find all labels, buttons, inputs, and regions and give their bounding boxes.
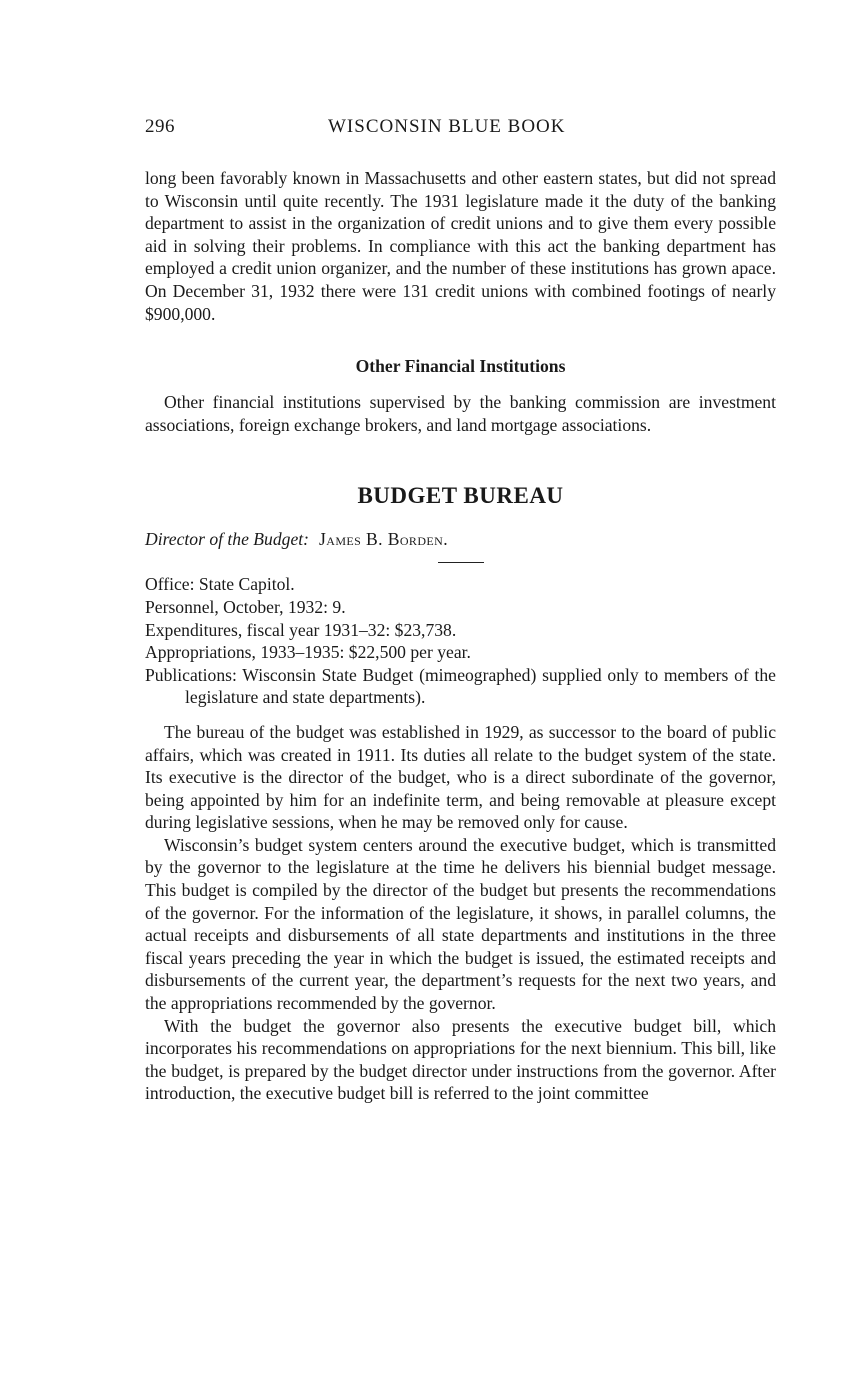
fact-appropriations: Appropriations, 1933–1935: $22,500 per year. (145, 642, 471, 663)
intro-paragraph: long been favorably known in Massachusetts and other eastern states, but did not spread to Wisconsin until quite recently. The 1931 legislature made it the duty of the banking department to assist in the organization of credit unions and to give them every possible aid in solving their problems. In compliance with this act the banking department has employed a credit union organizer, and the number of these institutions has grown apace. On December 31, 1932 there were 131 credit unions with combined footings of nearly $900,000. (145, 168, 776, 324)
director-name: James B. Borden. (319, 529, 448, 550)
body-paragraph: The bureau of the budget was established in 1929, as successor to the board of public affairs, which was created in 1911. Its duties all relate to the budget system of the state. Its executive is the director of the budget, who is a direct subordinate of the governor, being appointed by him for an indefinite term, and being removable at pleasure except during legislative sessions, when he may be removed only for cause. (145, 721, 776, 833)
body-paragraph: With the budget the governor also presents the executive budget bill, which incorporates his recommendations on appropriations for the next biennium. This bill, like the budget, is prepared by the budget director under instructions from the governor. After introduction, the executive budget bill is referred to the joint committee (145, 1015, 776, 1104)
bureau-body (145, 721, 776, 1105)
fact-personnel: Personnel, October, 1932: 9. (145, 596, 346, 617)
fact-expenditures: Expenditures, fiscal year 1931–32: $23,738. (145, 619, 457, 640)
bureau-facts (145, 573, 776, 709)
section-title: BUDGET BUREAU (357, 483, 564, 509)
document-page (145, 116, 776, 1105)
director-line (145, 528, 776, 550)
book-title: WISCONSIN BLUE BOOK (328, 116, 566, 137)
other-institutions-heading: Other Financial Institutions (355, 356, 566, 377)
fact-publications: Publications: Wisconsin State Budget (mimeographed) supplied only to members of the legislature and state departments). (145, 664, 776, 708)
fact-office: Office: State Capitol. (145, 574, 295, 595)
section-divider (438, 562, 484, 563)
running-header (145, 116, 776, 142)
body-paragraph: Wisconsin’s budget system centers around the executive budget, which is transmitted by the governor to the legislature at the time he delivers his biennial budget message. This budget is compiled by the director of the budget but presents the recommendations of the governor. For the information of the legislature, it shows, in parallel columns, the actual receipts and disbursements of all state departments and institutions in the three fiscal years preceding the year in which the budget is issued, the estimated receipts and disbursements of the current year, the department’s requests for the next two years, and the appropriations recommended by the governor. (145, 834, 776, 1014)
director-label: Director of the Budget: (145, 529, 310, 550)
page-number: 296 (145, 116, 175, 137)
other-institutions-paragraph: Other financial institutions supervised by the banking commission are investment associations, foreign exchange brokers, and land mortgage associations. (145, 392, 776, 435)
